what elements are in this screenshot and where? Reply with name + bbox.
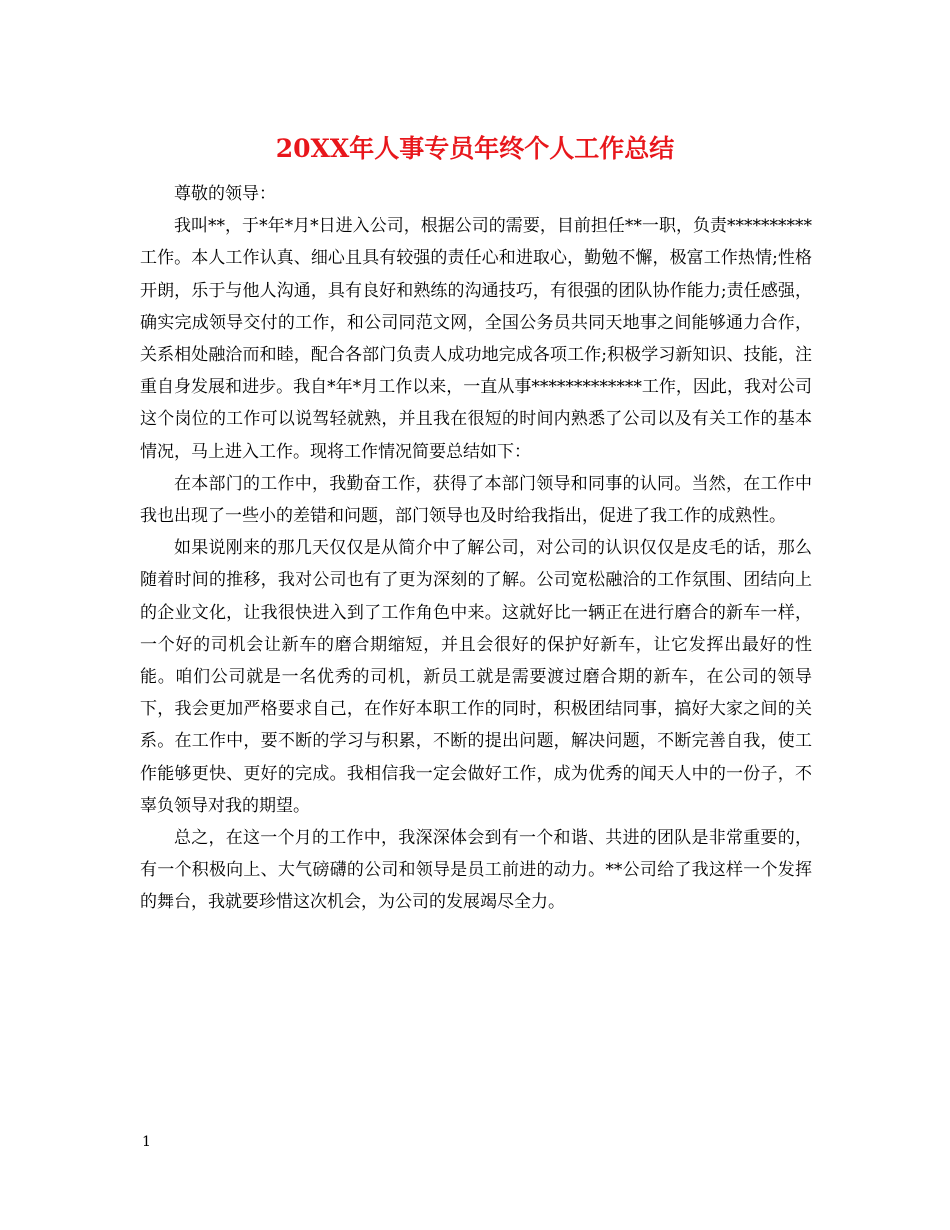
paragraph-3: 如果说刚来的那几天仅仅是从简介中了解公司，对公司的认识仅仅是皮毛的话，那么随着时间的推移，我对公司也有了更为深刻的了解。公司宽松融洽的工作氛围、团结向上的企业文化，让我很快进入到了工作角色中来。这就好比一辆正在进行磨合的新车一样，一个好的司机会让新车的磨合期缩短，并且会很好的保护好新车，让它发挥出最好的性能。咱们公司就是一名优秀的司机，新员工就是需要渡过磨合期的新车，在公司的领导下，我会更加严格要求自己，在作好本职工作的同时，积极团结同事，搞好大家之间的关系。在工作中，要不断的学习与积累，不断的提出问题，解决问题，不断完善自我，使工作能够更快、更好的完成。我相信我一定会做好工作，成为优秀的闻天人中的一份子，不辜负领导对我的期望。 (140, 538, 812, 816)
paragraph-4: 总之，在这一个月的工作中，我深深体会到有一个和谐、共进的团队是非常重要的，有一个积极向上、大气磅礴的公司和领导是员工前进的动力。**公司给了我这样一个发挥的舞台，我就要珍惜这次机会，为公司的发展竭尽全力。 (140, 828, 812, 913)
page-number: 1 (142, 1134, 151, 1150)
document-body (140, 178, 812, 919)
paragraph-2: 在本部门的工作中，我勤奋工作，获得了本部门领导和同事的认同。当然，在工作中我也出现了一些小的差错和问题，部门领导也及时给我指出，促进了我工作的成熟性。 (140, 473, 812, 527)
document-title: 20XX年人事专员年终个人工作总结 (275, 134, 675, 163)
paragraph-1: 我叫**，于*年*月*日进入公司，根据公司的需要，目前担任**一职，负责**********工作。本人工作认真、细心且具有较强的责任心和进取心，勤勉不懈，极富工作热情;性格开朗，乐于与他人沟通，具有良好和熟练的沟通技巧，有很强的团队协作能力;责任感强，确实完成领导交付的工作，和公司同范文网，全国公务员共同天地事之间能够通力合作，关系相处融洽而和睦，配合各部门负责人成功地完成各项工作;积极学习新知识、技能，注重自身发展和进步。我自*年*月工作以来，一直从事*************工作，因此，我对公司这个岗位的工作可以说驾轻就熟，并且我在很短的时间内熟悉了公司以及有关工作的基本情况，马上进入工作。现将工作情况简要总结如下： (140, 216, 812, 462)
greeting: 尊敬的领导： (174, 184, 276, 204)
